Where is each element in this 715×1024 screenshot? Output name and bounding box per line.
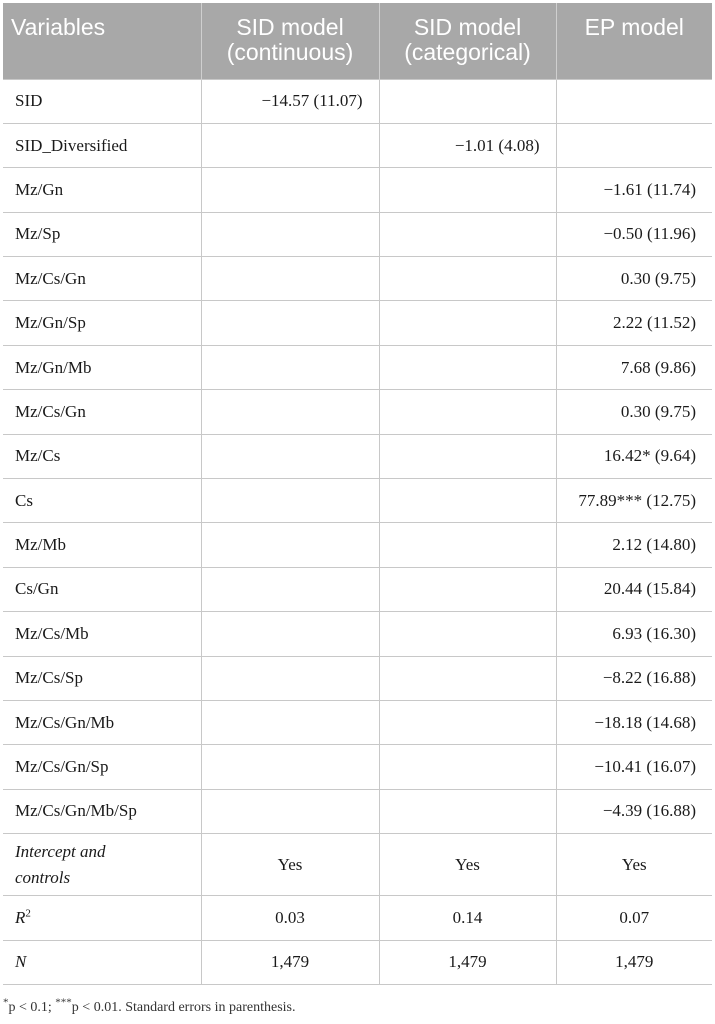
cell-sid-categorical xyxy=(379,345,556,389)
cell-sid-continuous xyxy=(201,390,379,434)
cell-sid-continuous xyxy=(201,567,379,611)
row-label: Cs/Gn xyxy=(3,567,201,611)
row-label: Mz/Sp xyxy=(3,212,201,256)
cell-ep-model: 6.93 (16.30) xyxy=(556,612,712,656)
row-label: Mz/Gn xyxy=(3,168,201,212)
row-label: Mz/Gn/Mb xyxy=(3,345,201,389)
row-label-intercept: Intercept and controls xyxy=(3,834,201,896)
cell-sid-categorical xyxy=(379,79,556,123)
cell-sid-continuous xyxy=(201,212,379,256)
row-label: Mz/Cs/Sp xyxy=(3,656,201,700)
table-row xyxy=(3,700,712,744)
cell-ep-model: −4.39 (16.88) xyxy=(556,789,712,833)
cell-sid-continuous xyxy=(201,168,379,212)
cell-ep-model: 2.22 (11.52) xyxy=(556,301,712,345)
cell-sid-continuous: 1,479 xyxy=(201,940,379,984)
cell-ep-model: 2.12 (14.80) xyxy=(556,523,712,567)
n-row xyxy=(3,940,712,984)
row-label: Mz/Cs/Gn/Mb xyxy=(3,700,201,744)
table-row xyxy=(3,390,712,434)
cell-ep-model: −1.61 (11.74) xyxy=(556,168,712,212)
cell-ep-model: Yes xyxy=(556,834,712,896)
cell-ep-model: 20.44 (15.84) xyxy=(556,567,712,611)
table-row xyxy=(3,745,712,789)
cell-sid-continuous xyxy=(201,612,379,656)
cell-sid-continuous: −14.57 (11.07) xyxy=(201,79,379,123)
r2-row xyxy=(3,896,712,940)
row-label: Mz/Cs/Gn/Sp xyxy=(3,745,201,789)
cell-sid-categorical: −1.01 (4.08) xyxy=(379,123,556,167)
table-footnote: *p < 0.1; ***p < 0.01. Standard errors in parenthesis. xyxy=(3,996,296,1015)
table-row xyxy=(3,567,712,611)
cell-sid-continuous xyxy=(201,700,379,744)
cell-sid-categorical: 1,479 xyxy=(379,940,556,984)
cell-sid-continuous xyxy=(201,345,379,389)
cell-ep-model: 0.30 (9.75) xyxy=(556,257,712,301)
cell-ep-model: −10.41 (16.07) xyxy=(556,745,712,789)
cell-sid-continuous: Yes xyxy=(201,834,379,896)
table-row xyxy=(3,789,712,833)
cell-ep-model: −0.50 (11.96) xyxy=(556,212,712,256)
cell-sid-categorical xyxy=(379,434,556,478)
cell-sid-categorical: Yes xyxy=(379,834,556,896)
cell-sid-categorical xyxy=(379,479,556,523)
cell-ep-model: 0.07 xyxy=(556,896,712,940)
row-label: Cs xyxy=(3,479,201,523)
header-sid-continuous: SID model (continuous) xyxy=(201,3,379,79)
cell-sid-categorical xyxy=(379,567,556,611)
cell-sid-continuous xyxy=(201,301,379,345)
cell-ep-model: 16.42* (9.64) xyxy=(556,434,712,478)
row-label: SID xyxy=(3,79,201,123)
cell-sid-continuous: 0.03 xyxy=(201,896,379,940)
row-label: Mz/Cs/Gn xyxy=(3,257,201,301)
cell-sid-categorical xyxy=(379,656,556,700)
row-label-r2: $R^2$ xyxy=(3,896,201,940)
regression-table xyxy=(3,3,712,985)
table-row xyxy=(3,123,712,167)
cell-sid-categorical xyxy=(379,212,556,256)
table-row xyxy=(3,257,712,301)
table-row xyxy=(3,345,712,389)
cell-sid-continuous xyxy=(201,434,379,478)
cell-sid-categorical xyxy=(379,745,556,789)
cell-sid-categorical: 0.14 xyxy=(379,896,556,940)
row-label: Mz/Cs/Gn/Mb/Sp xyxy=(3,789,201,833)
cell-sid-continuous xyxy=(201,745,379,789)
cell-sid-categorical xyxy=(379,700,556,744)
cell-sid-continuous xyxy=(201,257,379,301)
cell-sid-categorical xyxy=(379,168,556,212)
row-label: SID_Diversified xyxy=(3,123,201,167)
cell-ep-model: 0.30 (9.75) xyxy=(556,390,712,434)
row-label-n: N xyxy=(3,940,201,984)
table-row xyxy=(3,612,712,656)
table-row xyxy=(3,656,712,700)
row-label: Mz/Cs xyxy=(3,434,201,478)
cell-ep-model: 1,479 xyxy=(556,940,712,984)
header-variables: Variables xyxy=(3,3,201,79)
cell-sid-categorical xyxy=(379,523,556,567)
header-sid-categorical: SID model (categorical) xyxy=(379,3,556,79)
header-row xyxy=(3,3,712,79)
cell-ep-model: −8.22 (16.88) xyxy=(556,656,712,700)
table-row xyxy=(3,168,712,212)
table-row xyxy=(3,301,712,345)
cell-sid-categorical xyxy=(379,612,556,656)
row-label: Mz/Mb xyxy=(3,523,201,567)
cell-sid-continuous xyxy=(201,523,379,567)
table-row xyxy=(3,523,712,567)
cell-sid-categorical xyxy=(379,301,556,345)
cell-sid-categorical xyxy=(379,257,556,301)
cell-sid-continuous xyxy=(201,479,379,523)
row-label: Mz/Gn/Sp xyxy=(3,301,201,345)
cell-ep-model xyxy=(556,123,712,167)
row-label: Mz/Cs/Gn xyxy=(3,390,201,434)
table-row xyxy=(3,434,712,478)
cell-sid-continuous xyxy=(201,656,379,700)
header-ep-model: EP model xyxy=(556,3,712,79)
cell-sid-categorical xyxy=(379,789,556,833)
cell-ep-model: −18.18 (14.68) xyxy=(556,700,712,744)
cell-sid-continuous xyxy=(201,789,379,833)
intercept-row xyxy=(3,834,712,896)
row-label: Mz/Cs/Mb xyxy=(3,612,201,656)
cell-sid-continuous xyxy=(201,123,379,167)
cell-sid-categorical xyxy=(379,390,556,434)
table-row xyxy=(3,79,712,123)
table-row xyxy=(3,479,712,523)
cell-ep-model xyxy=(556,79,712,123)
cell-ep-model: 77.89*** (12.75) xyxy=(556,479,712,523)
cell-ep-model: 7.68 (9.86) xyxy=(556,345,712,389)
table-row xyxy=(3,212,712,256)
